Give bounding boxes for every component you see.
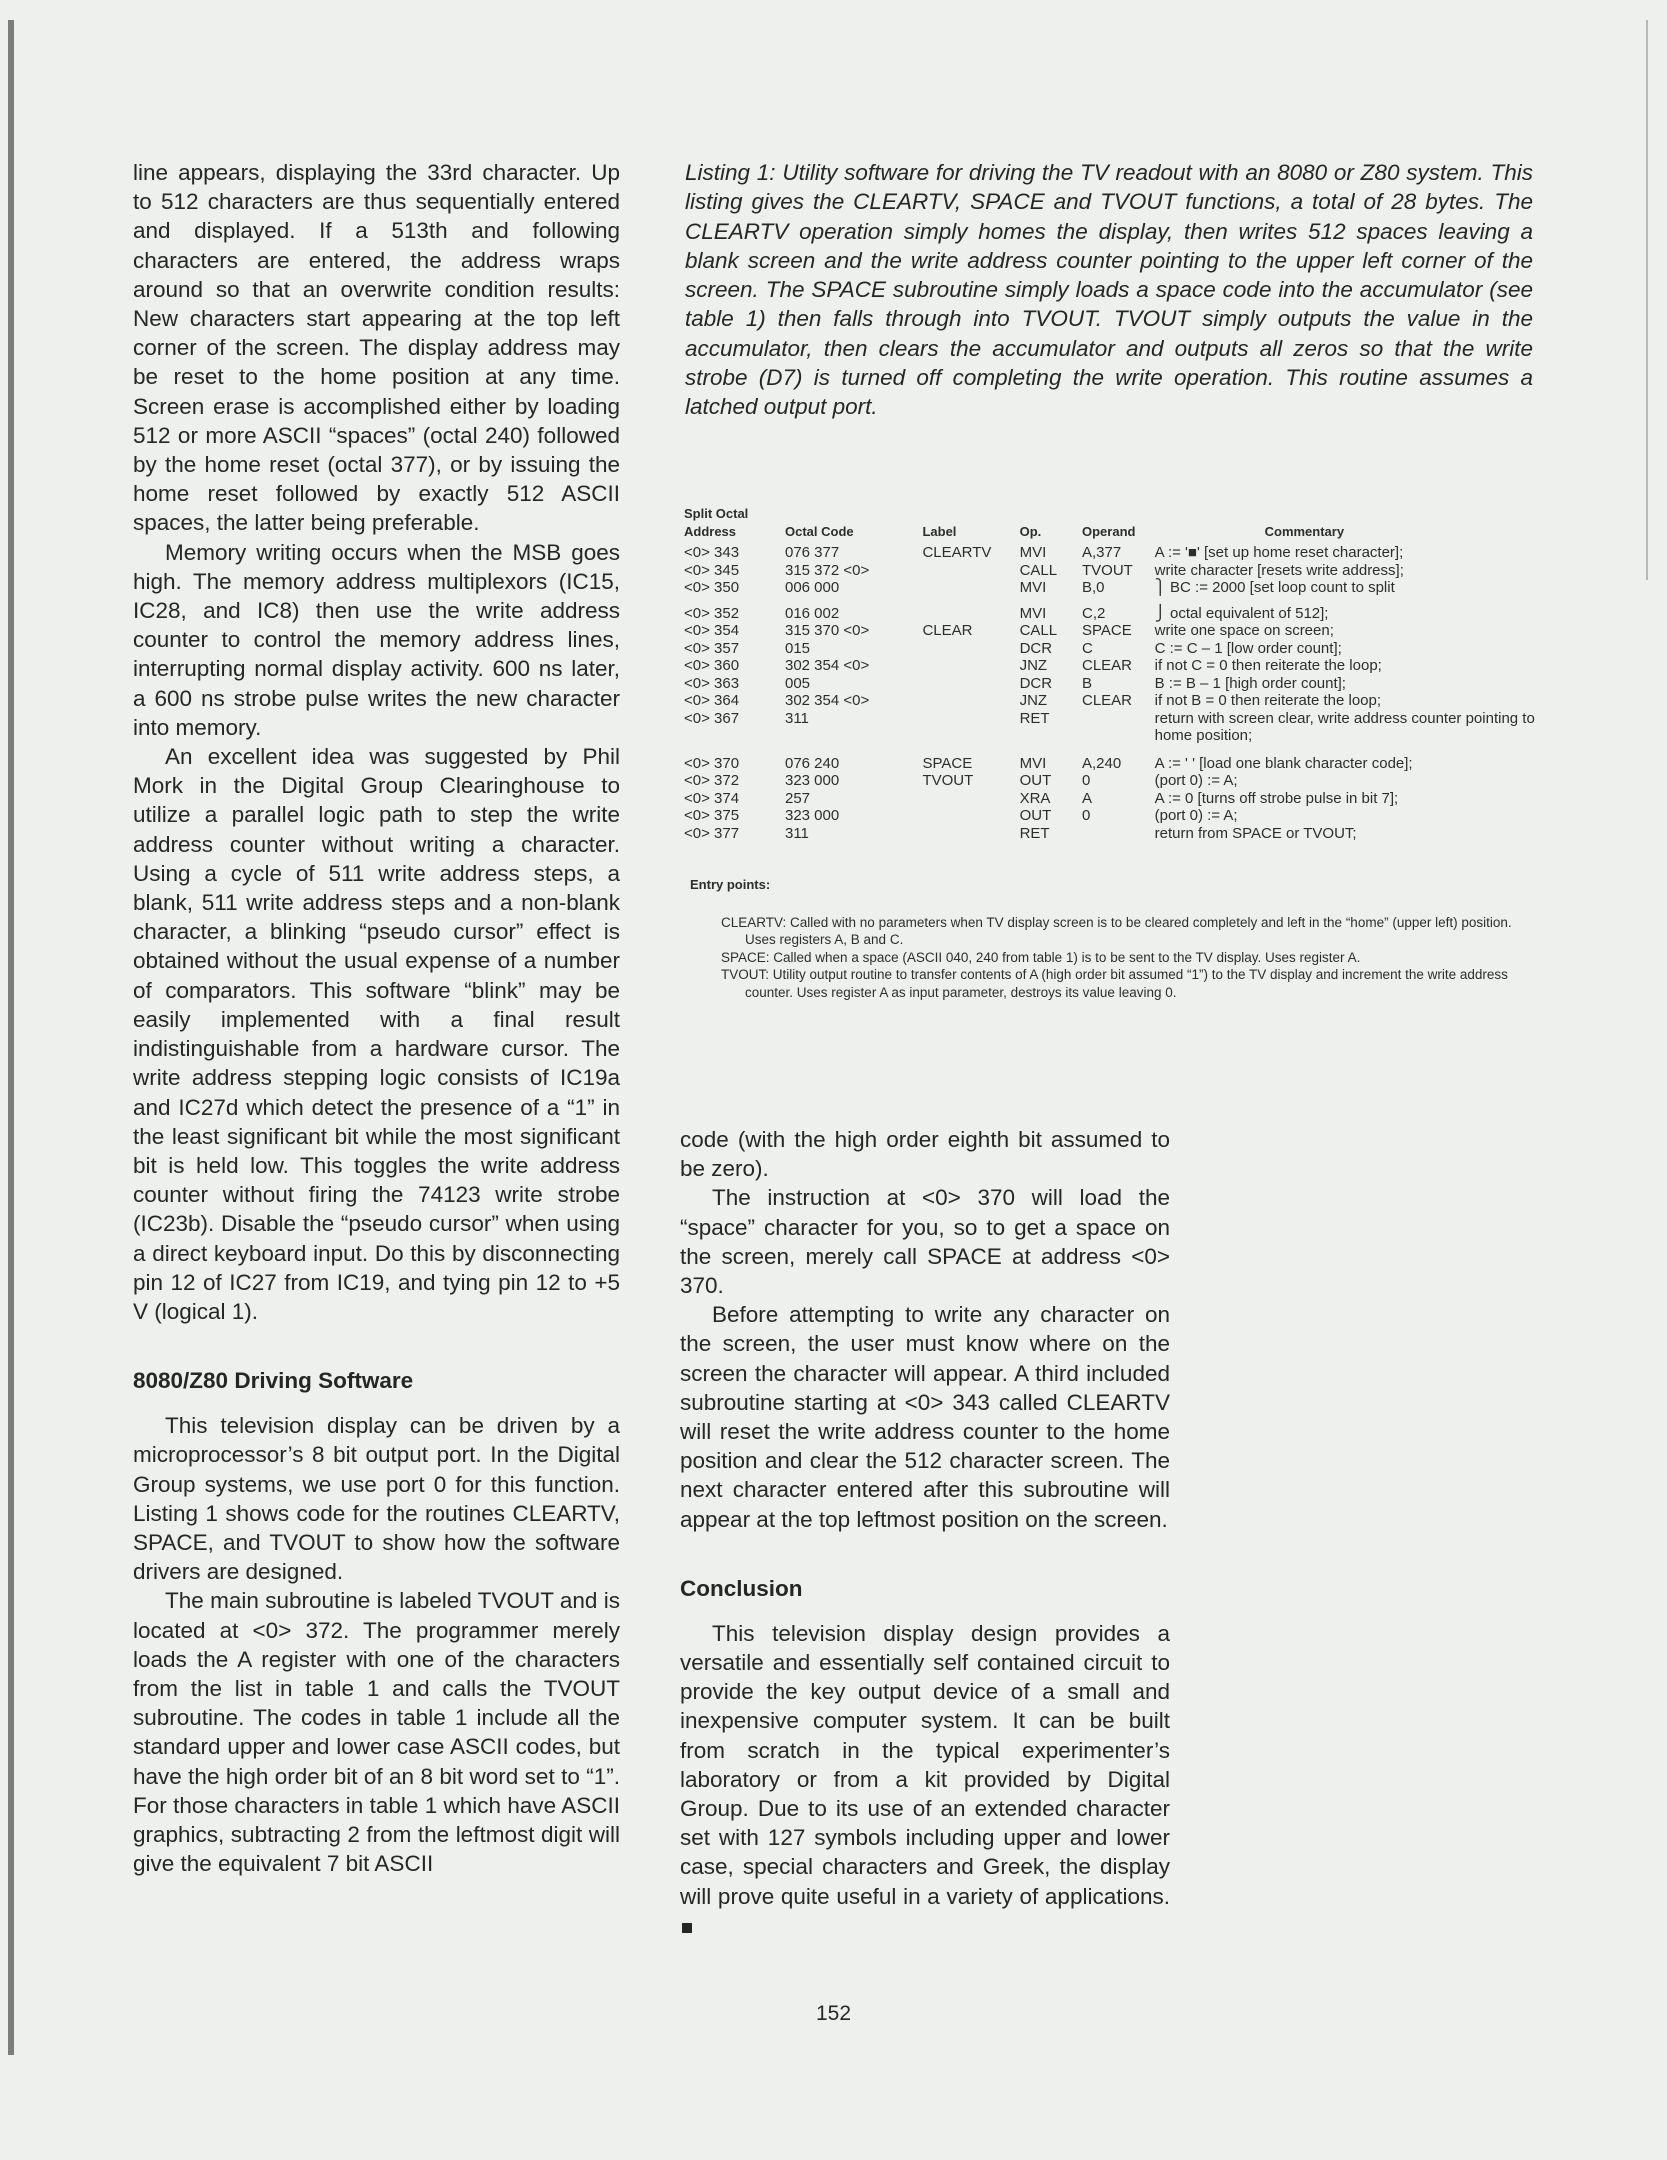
row-label: TVOUT xyxy=(922,772,974,789)
row-operand: B xyxy=(1082,674,1093,692)
row-address: <0> 370 xyxy=(684,754,740,772)
row-label xyxy=(922,657,1019,675)
row-comment: if not C = 0 then reiterate the loop; xyxy=(1154,657,1382,674)
listing-row xyxy=(684,825,1544,843)
row-address: <0> 357 xyxy=(684,639,740,657)
row-label xyxy=(922,675,1019,693)
listing-row xyxy=(684,597,1544,623)
listing-table xyxy=(684,505,1544,842)
row-label xyxy=(922,710,1019,745)
entry-point-note: CLEARTV: Called with no parameters when TV display screen is to be cleared completely and left in the “home” (upper left) position. Uses registers A, B and C. xyxy=(721,914,1512,947)
listing-row xyxy=(684,675,1544,693)
code-listing xyxy=(684,505,1544,1001)
listing-row xyxy=(684,579,1544,597)
row-address: <0> 377 xyxy=(684,824,740,842)
entry-point-note: TVOUT: Utility output routine to transfer contents of A (high order bit assumed “1”) to the TV display and increment the write address counter. Uses register A as input parameter, destroys its value leaving 0. xyxy=(721,967,1508,1000)
row-comment: write one space on screen; xyxy=(1154,622,1334,639)
right-column xyxy=(680,1125,1170,1940)
row-label xyxy=(922,640,1019,658)
row-code: 315 372 <0> xyxy=(784,561,870,579)
row-comment: C := C – 1 [low order count]; xyxy=(1154,639,1342,657)
row-operand: A,377 xyxy=(1082,544,1122,561)
conclusion-paragraph xyxy=(680,1619,1170,1940)
row-operand: 0 xyxy=(1082,807,1091,824)
row-address: <0> 367 xyxy=(684,709,740,727)
row-op: DCR xyxy=(1019,674,1053,692)
row-comment: ⎭ octal equivalent of 512]; xyxy=(1154,604,1329,622)
body-paragraph: Before attempting to write any character on the screen, the user must know where on the screen the character will appear. A third included subroutine starting at <0> 343 called CLEARTV will reset the write address counter to the home position and clear the 512 character screen. The next character entered after this subroutine will appear at the top leftmost position on the screen. xyxy=(680,1302,1170,1532)
row-op: JNZ xyxy=(1019,692,1048,709)
header-comment: Commentary xyxy=(1264,523,1345,539)
conclusion-text: This television display design provides a versatile and essentially self contained circuit to provide the key output device of a small and inexpensive computer system. It can be built from scratch in the typical experimenter’s laboratory or from a kit provided by Digital Group. Due to its use of an extended character set with 127 symbols including upper and lower case, special characters and Greek, the display will prove quite useful in a variety of applications. xyxy=(680,1620,1170,1909)
end-of-article-mark xyxy=(682,1923,692,1933)
header-operand: Operand xyxy=(1082,523,1136,539)
row-operand: C xyxy=(1082,639,1093,657)
header-code: Octal Code xyxy=(784,523,854,539)
row-label xyxy=(922,597,1019,623)
listing-row xyxy=(684,772,1544,790)
row-op: RET xyxy=(1019,709,1050,727)
row-op: DCR xyxy=(1019,639,1053,657)
row-operand: CLEAR xyxy=(1082,692,1133,709)
row-op: MVI xyxy=(1019,604,1047,622)
row-op: MVI xyxy=(1019,754,1047,772)
row-code: 302 354 <0> xyxy=(784,657,870,674)
row-code: 311 xyxy=(784,709,809,727)
listing-row xyxy=(684,745,1544,773)
row-operand: C,2 xyxy=(1082,604,1106,622)
row-address: <0> 375 xyxy=(684,807,740,824)
row-address: <0> 354 xyxy=(684,622,740,639)
body-paragraph: An excellent idea was suggested by Phil Mork in the Digital Group Clearinghouse to utilize a parallel logic path to step the write address counter without writing a character. Using a cycle of 511 write address steps, a blank, 511 write address steps and a non-blank character, a blinking “pseudo cursor” effect is obtained without the usual expense of a number of comparators. This software “blink” may be easily implemented with a final result indistinguishable from a hardware cursor. The write address stepping logic consists of IC19a and IC27d which detect the presence of a “1” in the least significant bit while the most significant bit is held low. This toggles the write address counter without firing the 74123 write strobe (IC23b). Disable the “pseudo cursor” when using a direct keyboard input. Do this by disconnecting pin 12 of IC27 from IC19, and tying pin 12 to +5 V (logical 1). xyxy=(133,744,620,1324)
row-code: 015 xyxy=(784,639,811,657)
row-code: 315 370 <0> xyxy=(784,622,870,639)
listing-row xyxy=(684,640,1544,658)
header-address: Split Octal Address xyxy=(684,506,749,539)
row-comment: A := 0 [turns off strobe pulse in bit 7]; xyxy=(1154,789,1399,807)
row-label xyxy=(922,825,1019,843)
row-address: <0> 372 xyxy=(684,772,740,789)
body-paragraph: This television display can be driven by a microprocessor’s 8 bit output port. In the Digital Group systems, we use port 0 for this function. Listing 1 shows code for the routines CLEARTV, SPACE, and TVOUT to show how the software drivers are designed. xyxy=(133,1413,620,1585)
row-op: JNZ xyxy=(1019,657,1048,674)
row-label xyxy=(922,562,1019,580)
row-code: 323 000 xyxy=(784,807,840,824)
row-label xyxy=(922,790,1019,808)
row-address: <0> 364 xyxy=(684,692,740,709)
row-op: XRA xyxy=(1019,789,1051,807)
listing-row xyxy=(684,710,1544,745)
row-comment: (port 0) := A; xyxy=(1154,772,1238,789)
row-op: CALL xyxy=(1019,561,1058,579)
row-code: 302 354 <0> xyxy=(784,692,870,709)
row-comment: (port 0) := A; xyxy=(1154,807,1238,824)
body-paragraph: Memory writing occurs when the MSB goes high. The memory address multiplexors (IC15, IC28, and IC8) then use the write address counter to control the memory address lines, interrupting normal display activity. 600 ns later, a 600 ns strobe pulse writes the new character into memory. xyxy=(133,539,620,740)
entry-point-note: SPACE: Called when a space (ASCII 040, 240 from table 1) is to be sent to the TV display. Uses register A. xyxy=(721,949,1361,965)
row-operand xyxy=(1082,825,1155,843)
left-column xyxy=(133,158,620,1878)
row-comment: A := ' ' [load one blank character code]; xyxy=(1154,754,1413,772)
right-margin-rule xyxy=(1646,20,1648,580)
row-code: 006 000 xyxy=(784,579,840,596)
listing-caption: Listing 1: Utility software for driving the TV readout with an 8080 or Z80 system. This listing gives the CLEARTV, SPACE and TVOUT functions, a total of 28 bytes. The CLEARTV operation simply homes the display, then writes 512 spaces leaving a blank screen and the write address counter pointing to the upper left corner of the screen. The SPACE subroutine simply loads a space code into the accumulator (see table 1) then falls through into TVOUT. TVOUT simply outputs the value in the accumulator, then clears the accumulator and outputs all zeros so that the write strobe (D7) is turned off completing the write operation. This routine assumes a latched output port. xyxy=(685,160,1533,420)
header-op: Op. xyxy=(1019,523,1042,539)
row-op: CALL xyxy=(1019,622,1058,639)
listing-row xyxy=(684,657,1544,675)
row-code: 016 002 xyxy=(784,604,840,622)
row-operand: CLEAR xyxy=(1082,657,1133,674)
row-code: 076 240 xyxy=(784,754,840,772)
row-address: <0> 360 xyxy=(684,657,740,674)
page-number: 152 xyxy=(815,2002,852,2025)
body-paragraph: The main subroutine is labeled TVOUT and is located at <0> 372. The programmer merely loads the A register with one of the characters from the list in table 1 and calls the TVOUT subroutine. The codes in table 1 include all the standard upper and lower case ASCII codes, but have the high order bit of an 8 bit word set to “1”. For those characters in table 1 which have ASCII graphics, subtracting 2 from the leftmost digit will give the equivalent 7 bit ASCII xyxy=(133,1588,620,1877)
listing-row xyxy=(684,807,1544,825)
row-code: 005 xyxy=(784,674,811,692)
row-operand: A xyxy=(1082,789,1093,807)
row-op: OUT xyxy=(1019,807,1052,824)
row-comment: A := '■' [set up home reset character]; xyxy=(1154,544,1404,561)
row-code: 257 xyxy=(784,789,811,807)
row-operand: A,240 xyxy=(1082,754,1122,772)
row-code: 311 xyxy=(784,824,809,842)
row-label xyxy=(922,579,1019,597)
row-address: <0> 374 xyxy=(684,789,740,807)
row-op: OUT xyxy=(1019,772,1052,789)
row-comment: write character [resets write address]; xyxy=(1154,561,1404,579)
body-paragraph: line appears, displaying the 33rd character. Up to 512 characters are thus sequentially entered and displayed. If a 513th and following characters are entered, the address wraps around so that an overwrite condition results: New characters start appearing at the top left corner of the screen. The display address may be reset to the home position at any time. Screen erase is accomplished either by loading 512 or more ASCII “spaces” (octal 240) followed by the home reset (octal 377), or by issuing the home reset followed by exactly 512 ASCII spaces, the latter being preferable. xyxy=(133,160,620,536)
body-paragraph: code (with the high order eighth bit assumed to be zero). xyxy=(680,1127,1170,1182)
row-code: 323 000 xyxy=(784,772,840,789)
header-label: Label xyxy=(922,523,957,539)
entry-points-title: Entry points: xyxy=(690,877,771,892)
row-comment: return from SPACE or TVOUT; xyxy=(1154,824,1357,842)
listing-row xyxy=(684,692,1544,710)
listing-row xyxy=(684,544,1544,562)
row-label xyxy=(922,692,1019,710)
row-operand: SPACE xyxy=(1082,622,1132,639)
row-operand: TVOUT xyxy=(1082,561,1133,579)
row-label xyxy=(922,807,1019,825)
row-comment: B := B – 1 [high order count]; xyxy=(1154,674,1346,692)
row-operand xyxy=(1082,710,1155,745)
row-comment: ⎫ BC := 2000 [set loop count to split xyxy=(1154,579,1395,596)
row-code: 076 377 xyxy=(784,544,840,561)
row-label: SPACE xyxy=(922,754,973,772)
row-address: <0> 343 xyxy=(684,544,740,561)
row-address: <0> 345 xyxy=(684,561,740,579)
row-op: MVI xyxy=(1019,544,1047,561)
section-heading: Conclusion xyxy=(680,1575,803,1601)
left-margin-rule xyxy=(8,20,14,2055)
row-comment: if not B = 0 then reiterate the loop; xyxy=(1154,692,1382,709)
section-heading: 8080/Z80 Driving Software xyxy=(133,1368,414,1394)
row-address: <0> 352 xyxy=(684,604,740,622)
row-label: CLEARTV xyxy=(922,544,992,561)
listing-row xyxy=(684,790,1544,808)
row-comment: return with screen clear, write address counter pointing to home position; xyxy=(1154,709,1535,744)
listing-header-row xyxy=(684,505,1544,544)
row-operand: B,0 xyxy=(1082,579,1105,596)
body-paragraph: The instruction at <0> 370 will load the “space” character for you, so to get a space on the screen, merely call SPACE at address <0> 370. xyxy=(680,1185,1170,1299)
listing-row xyxy=(684,562,1544,580)
listing-row xyxy=(684,622,1544,640)
row-operand: 0 xyxy=(1082,772,1091,789)
row-address: <0> 363 xyxy=(684,674,740,692)
row-op: MVI xyxy=(1019,579,1047,596)
row-address: <0> 350 xyxy=(684,579,740,596)
row-op: RET xyxy=(1019,824,1050,842)
row-label: CLEAR xyxy=(922,622,973,639)
